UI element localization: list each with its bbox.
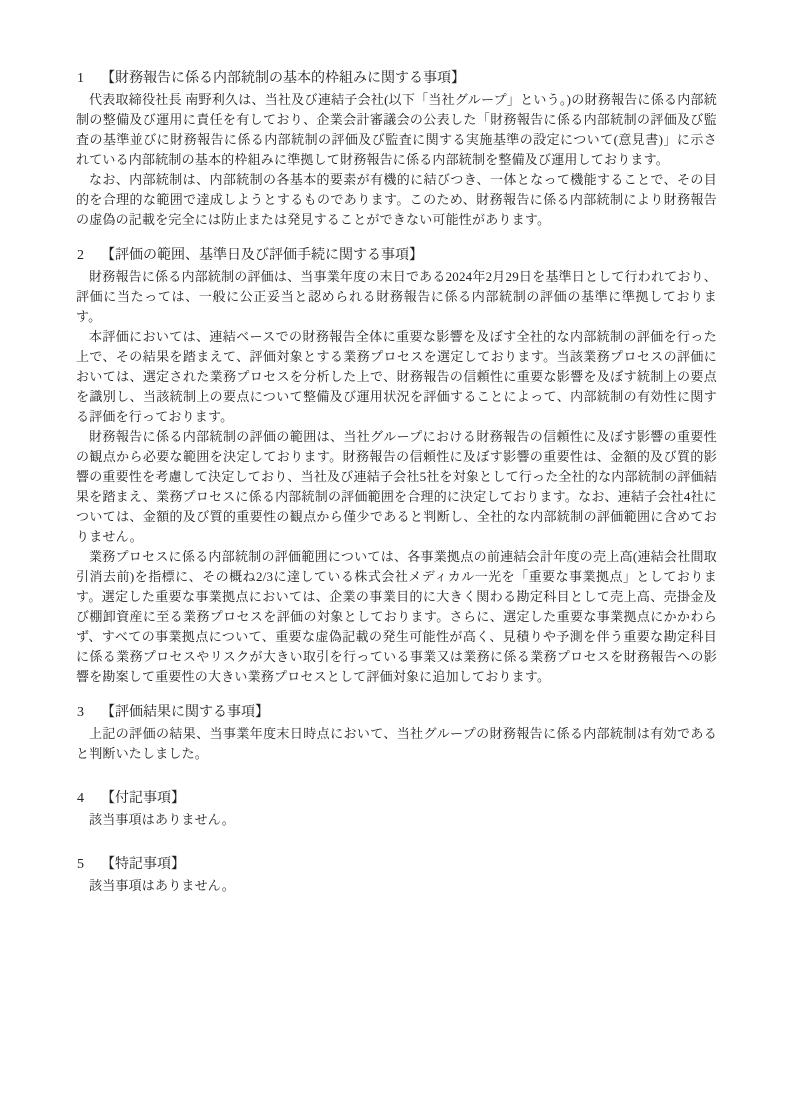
paragraph: 該当事項はありません。 [89,878,235,893]
section-number: 3 [77,705,84,720]
section-4-heading [76,788,717,810]
paragraph: 財務報告に係る内部統制の評価の範囲は、当社グループにおける財務報告の信頼性に及ぼす影響の重要性の観点から必要な範囲を決定しております。財務報告の信頼性に及ぼす影響の重要性は、金額的及び質的影響の重要性を考慮して決定しており、当社及び連結子会社5社を対象として行った全社的な内部統制の評価結果を踏まえ、業務プロセスに係る内部統制の評価範囲を合理的に決定しております。なお、連結子会社4社については、金額的及び質的重要性の観点から僅少であると判断し、全社的な内部統制の評価範囲に含めておりません。 [76,429,717,544]
paragraph: 代表取締役社長 南野利久は、当社及び連結子会社(以下「当社グループ」という。)の財務報告に係る内部統制の整備及び運用に責任を有しており、企業会計審議会の公表した「財務報告に係る内部統制の評価及び監査の基準並びに財務報告に係る内部統制の評価及び監査に関する実施基準の設定について(意見書)」に示されている内部統制の基本的枠組みに準拠して財務報告に係る内部統制を整備及び運用しております。 [76,92,717,167]
paragraph: 業務プロセスに係る内部統制の評価範囲については、各事業拠点の前連結会計年度の売上高(連結会社間取引消去前)を指標に、その概ね2/3に達している株式会社メディカル一光を「重要な事業拠点」としております。選定した重要な事業拠点においては、企業の事業目的に大きく関わる勘定科目として売上高、売掛金及び棚卸資産に至る業務プロセスを評価の対象としております。さらに、選定した重要な事業拠点にかかわらず、すべての事業拠点について、重要な虚偽記載の発生可能性が高く、見積りや予測を伴う重要な勘定科目に係る業務プロセスやリスクが大きい取引を行っている事業又は業務に係る業務プロセスを財務報告への影響を勘案して重要性の大きい業務プロセスとして評価対象に追加しております。 [76,549,717,684]
section-number: 1 [77,71,84,86]
section-title: 【評価結果に関する事項】 [101,705,269,720]
section-title: 【付記事項】 [101,791,185,806]
paragraph: 本評価においては、連結ベースでの財務報告全体に重要な影響を及ぼす全社的な内部統制の評価を行った上で、その結果を踏まえて、評価対象とする業務プロセスを選定しております。当該業務プロセスの評価においては、選定された業務プロセスを分析した上で、財務報告の信頼性に重要な影響を及ぼす統制上の要点を識別し、当該統制上の要点について整備及び運用状況を評価することによって、内部統制の有効性に関する評価を行っております。 [76,329,717,424]
section-number: 2 [77,248,84,263]
section-special-notes [76,854,717,896]
paragraph: 該当事項はありません。 [89,812,235,827]
section-number: 5 [77,857,84,872]
section-5-heading [76,854,717,876]
section-2-heading [76,245,717,267]
section-evaluation-scope [76,245,717,687]
section-supplementary-notes [76,788,717,830]
section-evaluation-result [76,702,717,764]
section-title: 【財務報告に係る内部統制の基本的枠組みに関する事項】 [101,71,465,86]
paragraph: 財務報告に係る内部統制の評価は、当事業年度の末日である2024年2月29日を基準日として行われており、評価に当たっては、一般に公正妥当と認められる財務報告に係る内部統制の評価の基準に準拠しております。 [76,269,717,324]
paragraph: 上記の評価の結果、当事業年度末日時点において、当社グループの財務報告に係る内部統制は有効であると判断いたしました。 [76,726,717,761]
section-title: 【評価の範囲、基準日及び評価手続に関する事項】 [101,248,423,263]
paragraph: なお、内部統制は、内部統制の各基本的要素が有機的に結びつき、一体となって機能することで、その目的を合理的な範囲で達成しようとするものであります。このため、財務報告に係る内部統制により財務報告の虚偽の記載を完全には防止または発見することができない可能性があります。 [76,172,717,227]
section-1-heading [76,68,717,90]
section-3-heading [76,702,717,724]
section-basic-framework [76,68,717,230]
section-title: 【特記事項】 [101,857,185,872]
section-number: 4 [77,791,84,806]
